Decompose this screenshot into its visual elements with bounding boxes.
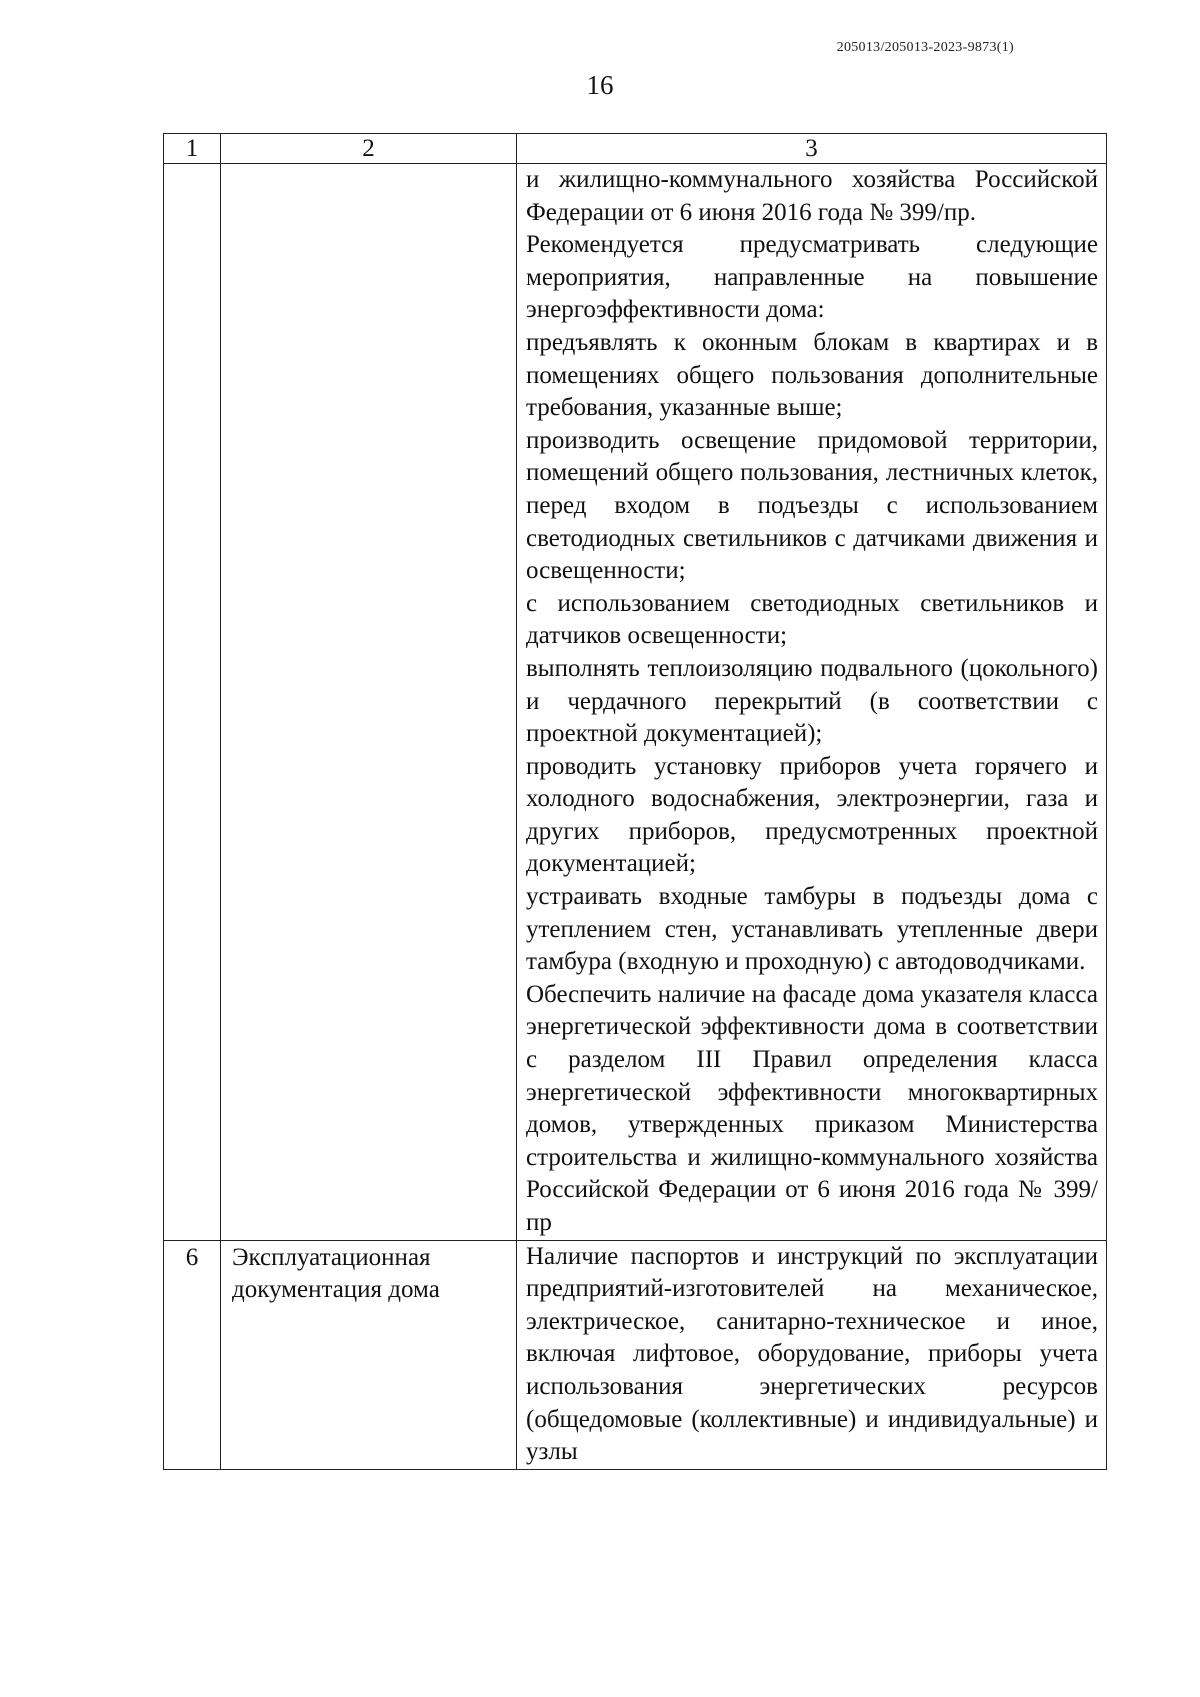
row-name: Эксплуатационная документация дома — [221, 1240, 517, 1469]
row-description — [517, 164, 1107, 1241]
paragraph: с использованием светодиодных светильников и датчиков освещенности; — [526, 589, 1098, 650]
table-row — [164, 1240, 1107, 1469]
row-number: 6 — [164, 1240, 221, 1469]
requirements-table — [163, 133, 1107, 1470]
paragraph: Наличие паспортов и инструкций по эксплуатации предприятий-изготовителей на механическое, электрическое, санитарно-техническое и иное, включая лифтовое, оборудование, приборы учета использования энергетических ресурсов (общедомовые (коллективные) и индивидуальные) и узлы — [526, 1242, 1098, 1466]
paragraph: проводить установку приборов учета горячего и холодного водоснабжения, электроэнергии, газа и других приборов, предусмотренных проектной документацией; — [526, 752, 1098, 878]
document-id: 205013/205013-2023-9873(1) — [836, 40, 1014, 55]
row-name — [221, 164, 517, 1241]
row-description — [517, 1240, 1107, 1469]
paragraph: Обеспечить наличие на фасаде дома указателя класса энергетической эффективности дома в соответствии с разделом III Правил определения класса энергетической эффективности многоквартирных домов, утвержденных приказом Министерства строительства и жилищно-коммунального хозяйства Российской Федерации от 6 июня 2016 года № 399/пр — [526, 980, 1098, 1236]
paragraph: предъявлять к оконным блокам в квартирах и в помещениях общего пользования дополнительные требования, указанные выше; — [526, 328, 1098, 422]
paragraph: Рекомендуется предусматривать следующие мероприятия, направленные на повышение энергоэффективности дома: — [526, 231, 1098, 324]
table-row — [164, 164, 1107, 1241]
table-header-row — [164, 134, 1107, 164]
row-number — [164, 164, 221, 1241]
page-number: 16 — [586, 70, 614, 100]
paragraph: выполнять теплоизоляцию подвального (цокольного) и чердачного перекрытий (в соответствии с проектной документацией); — [526, 654, 1098, 748]
column-header-2: 2 — [221, 134, 517, 164]
paragraph: и жилищно-коммунального хозяйства Российской Федерации от 6 июня 2016 года № 399/пр. — [526, 166, 1098, 226]
column-header-3: 3 — [517, 134, 1107, 164]
paragraph: устраивать входные тамбуры в подъезды дома с утеплением стен, устанавливать утепленные двери тамбура (входную и проходную) с автодоводчиками. — [526, 883, 1098, 976]
column-header-1: 1 — [164, 134, 221, 164]
paragraph: производить освещение придомовой территории, помещений общего пользования, лестничных клеток, перед входом в подъезды с использованием светодиодных светильников с датчиками движения и освещенности; — [526, 426, 1098, 585]
